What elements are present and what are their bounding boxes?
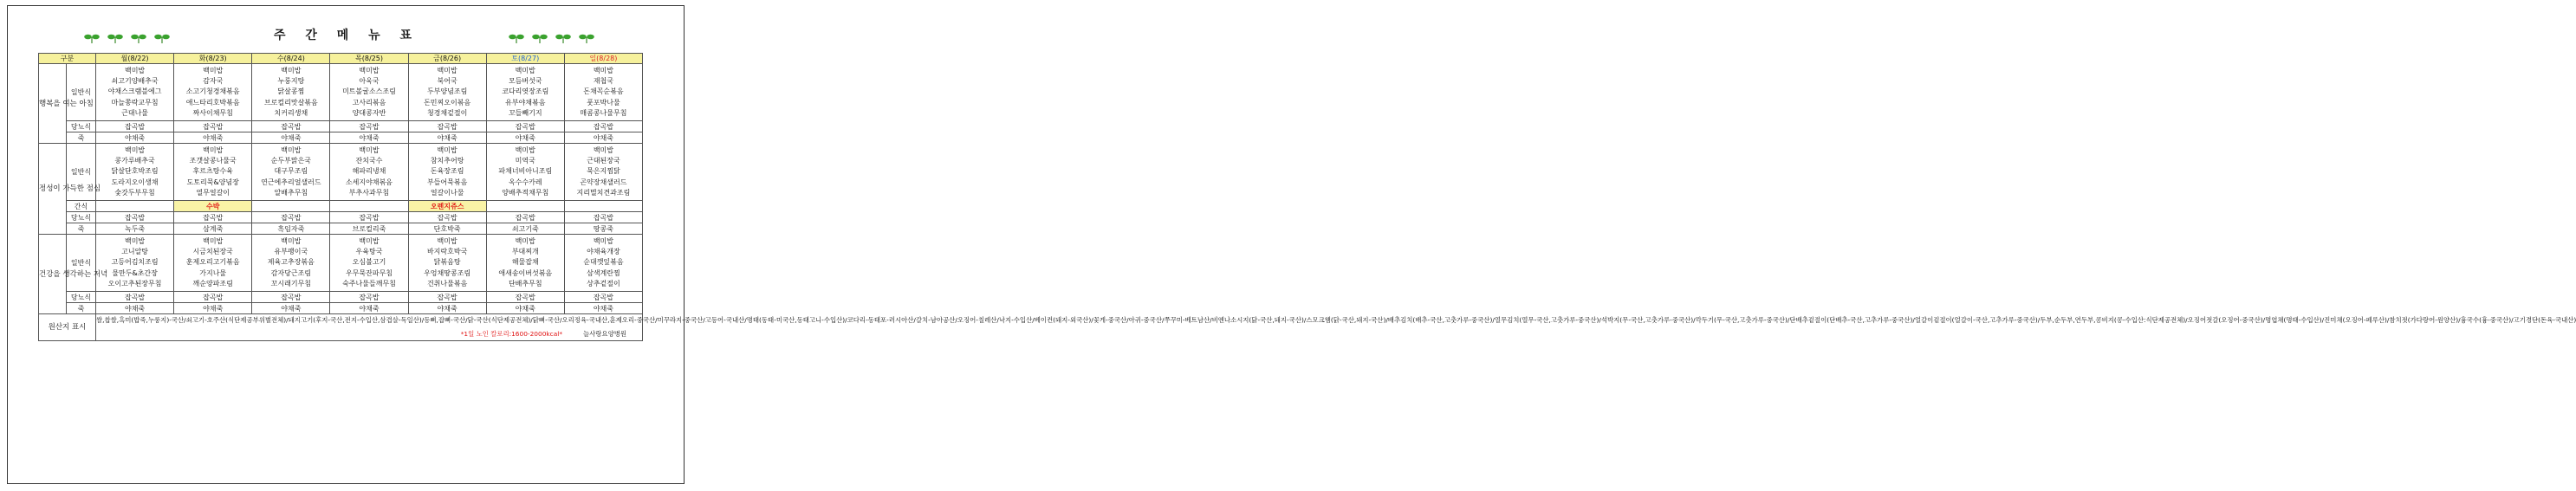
menu-item: 제육고추장볶음 <box>267 258 315 267</box>
lunch-diabetic-cell: 잡곡밥 <box>96 212 174 223</box>
menu-item: 미역국 <box>515 157 535 165</box>
snack-row-label: 간식 <box>67 201 96 212</box>
menu-item: 백미밥 <box>124 146 146 155</box>
menu-item: 백미밥 <box>515 146 535 155</box>
lunch-porridge-cell: 녹두죽 <box>96 223 174 235</box>
breakfast-menu-cell <box>564 64 642 121</box>
menu-item: 돈육장조림 <box>430 167 464 176</box>
breakfast-menu-cell <box>330 64 408 121</box>
menu-item: 도라지오이생채 <box>111 178 159 186</box>
dinner-porridge-cell: 야채죽 <box>564 303 642 314</box>
menu-item: 백미밥 <box>203 67 224 75</box>
lunch-porridge-cell: 삼계죽 <box>174 223 252 235</box>
menu-item: 미트볼굴소스조림 <box>342 87 396 96</box>
menu-item: 백미밥 <box>203 146 224 155</box>
menu-item: 백미밥 <box>593 146 614 155</box>
lunch-menu-cell <box>96 144 174 201</box>
lunch-snack-row <box>39 201 643 212</box>
day-header: 화(8/23) <box>174 54 252 64</box>
menu-item: 백미밥 <box>359 237 380 246</box>
lunch-snack-cell: 수박 <box>174 201 252 212</box>
lunch-general-row <box>39 144 643 201</box>
lunch-diabetic-cell: 잡곡밥 <box>564 212 642 223</box>
lunch-snack-cell: 오렌지쥬스 <box>408 201 486 212</box>
dinner-menu-cell <box>174 235 252 292</box>
menu-item: 순대깻잎볶음 <box>583 258 624 267</box>
menu-item: 감자국 <box>203 77 224 86</box>
breakfast-diabetic-cell: 잡곡밥 <box>96 121 174 132</box>
origin-footer <box>96 328 642 340</box>
day-header: 금(8/26) <box>408 54 486 64</box>
menu-item: 양대콩자반 <box>352 108 386 117</box>
menu-item: 지리멸치견과조림 <box>576 188 631 197</box>
menu-item: 부대찌개 <box>511 248 539 256</box>
day-header: 수(8/24) <box>252 54 330 64</box>
menu-item: 마늘쫑락교무침 <box>111 98 159 107</box>
menu-item: 백미밥 <box>593 237 614 246</box>
dinner-diabetic-cell: 잡곡밥 <box>252 292 330 303</box>
menu-item: 백미밥 <box>359 146 380 155</box>
day-header-sunday: 일(8/28) <box>564 54 642 64</box>
menu-item: 상추겉절이 <box>587 279 620 287</box>
breakfast-porridge-cell: 야채죽 <box>486 132 564 144</box>
menu-item: 가지나물 <box>199 268 227 277</box>
dinner-menu-cell <box>408 235 486 292</box>
menu-item: 열무얼갈이 <box>196 188 230 197</box>
lunch-snack-cell <box>252 201 330 212</box>
menu-item: 애새송이버섯볶음 <box>498 268 553 277</box>
header-label: 구분 <box>39 54 96 64</box>
menu-item: 백미밥 <box>359 67 380 75</box>
dinner-general-row <box>39 235 643 292</box>
diabetic-row-label: 당뇨식 <box>67 292 96 303</box>
menu-item: 짜사이채무침 <box>192 108 233 117</box>
menu-item: 순두부맑은국 <box>270 157 312 165</box>
menu-item: 소세지야채볶음 <box>345 178 393 186</box>
menu-item: 대구무조림 <box>274 167 308 176</box>
day-header: 목(8/25) <box>330 54 408 64</box>
menu-item: 백미밥 <box>281 237 302 246</box>
general-row-label: 일반식 <box>67 235 96 292</box>
breakfast-porridge-cell: 야채죽 <box>96 132 174 144</box>
menu-item: 쇠고기양배추국 <box>111 77 159 86</box>
lunch-menu-cell <box>252 144 330 201</box>
menu-item: 모듬버섯국 <box>508 77 542 86</box>
general-row-label: 일반식 <box>67 64 96 121</box>
menu-item: 돈채꼭순볶음 <box>583 87 624 96</box>
breakfast-porridge-cell: 야채죽 <box>408 132 486 144</box>
menu-item: 백미밥 <box>515 67 535 75</box>
menu-item: 감자당근조림 <box>270 268 312 277</box>
breakfast-diabetic-row <box>39 121 643 132</box>
breakfast-menu-cell <box>408 64 486 121</box>
lunch-diabetic-cell: 잡곡밥 <box>252 212 330 223</box>
dinner-porridge-cell: 야채죽 <box>252 303 330 314</box>
menu-item: 꼬들빼기지 <box>508 108 542 117</box>
header-row <box>39 54 643 64</box>
breakfast-menu-cell <box>486 64 564 121</box>
menu-item: 건취나물볶음 <box>426 279 468 287</box>
menu-item: 닭살단호박조림 <box>111 167 159 176</box>
lunch-meal-name: 정성이 가득한 점심 <box>39 144 67 235</box>
menu-item: 옥수수카레 <box>508 178 542 186</box>
breakfast-menu-cell <box>96 64 174 121</box>
breakfast-diabetic-cell: 잡곡밥 <box>486 121 564 132</box>
menu-item: 두부양념조림 <box>426 87 468 96</box>
lunch-menu-cell <box>408 144 486 201</box>
menu-item: 매콤콩나물무침 <box>580 108 627 117</box>
menu-item: 고니알탕 <box>121 248 149 256</box>
breakfast-diabetic-cell: 잡곡밥 <box>174 121 252 132</box>
dinner-diabetic-cell: 잡곡밥 <box>564 292 642 303</box>
sprout-icon <box>555 33 571 43</box>
menu-item: 풋포박나물 <box>587 98 620 107</box>
lunch-porridge-cell: 땅콩죽 <box>564 223 642 235</box>
menu-item: 백미밥 <box>437 237 457 246</box>
origin-label: 원산지 표시 <box>39 314 96 341</box>
dinner-diabetic-cell: 잡곡밥 <box>330 292 408 303</box>
menu-item: 닭살콩찜 <box>277 87 305 96</box>
dinner-diabetic-cell: 잡곡밥 <box>174 292 252 303</box>
dinner-menu-cell <box>252 235 330 292</box>
menu-item: 백미밥 <box>281 146 302 155</box>
breakfast-porridge-cell: 야채죽 <box>564 132 642 144</box>
menu-item: 깨순양파조림 <box>192 279 233 287</box>
diabetic-row-label: 당뇨식 <box>67 121 96 132</box>
menu-item: 치커리생채 <box>274 108 308 117</box>
weekly-menu-table <box>38 53 2576 341</box>
menu-item: 꼬시래기무침 <box>270 279 312 287</box>
menu-item: 해파리냉채 <box>352 167 386 176</box>
dinner-porridge-cell: 야채죽 <box>486 303 564 314</box>
dinner-menu-cell <box>564 235 642 292</box>
menu-item: 코다리엿장조림 <box>502 87 549 96</box>
general-row-label: 일반식 <box>67 144 96 201</box>
breakfast-general-row <box>39 64 643 121</box>
dinner-porridge-cell: 야채죽 <box>408 303 486 314</box>
menu-item: 백미밥 <box>203 237 224 246</box>
menu-item: 후르츠탕수육 <box>192 167 233 176</box>
lunch-porridge-cell: 흑임자죽 <box>252 223 330 235</box>
menu-item: 근대나물 <box>121 108 149 117</box>
menu-item: 애느타리호박볶음 <box>185 98 240 107</box>
menu-item: 묵은지찜닭 <box>587 167 620 176</box>
menu-item: 우무묵잔파무침 <box>345 268 393 277</box>
day-header-saturday: 토(8/27) <box>486 54 564 64</box>
menu-item: 백미밥 <box>124 237 146 246</box>
menu-item: 고등어김치조림 <box>111 258 159 267</box>
calorie-note: *1일 노인 칼로리:1600-2000kcal* <box>460 330 563 338</box>
menu-item: 오심불고기 <box>352 258 386 267</box>
hospital-name: 늘사랑요양병원 <box>583 330 626 338</box>
sprout-icon <box>532 33 548 43</box>
dinner-porridge-cell: 야채죽 <box>174 303 252 314</box>
menu-item: 단배추무침 <box>508 279 542 287</box>
menu-item: 삼색계란찜 <box>587 268 620 277</box>
lunch-porridge-cell: 단호박죽 <box>408 223 486 235</box>
menu-item: 얼갈이나물 <box>430 188 464 197</box>
sprout-icon <box>579 33 594 43</box>
lunch-diabetic-cell: 잡곡밥 <box>486 212 564 223</box>
breakfast-diabetic-cell: 잡곡밥 <box>564 121 642 132</box>
menu-item: 브로컬리맛살볶음 <box>263 98 318 107</box>
menu-item: 우엉채땅콩조림 <box>424 268 471 277</box>
dinner-porridge-cell: 야채죽 <box>96 303 174 314</box>
menu-item: 양배추적채무침 <box>502 188 549 197</box>
lunch-porridge-row <box>39 223 643 235</box>
menu-item: 우육탕국 <box>355 248 383 256</box>
menu-item: 참치추어탕 <box>430 157 464 165</box>
menu-item: 곤약장채샐러드 <box>580 178 627 186</box>
dinner-porridge-cell: 야채죽 <box>330 303 408 314</box>
menu-item: 도토리묵&양념장 <box>186 178 239 186</box>
menu-item: 누룽지탕 <box>277 77 305 86</box>
breakfast-menu-cell <box>174 64 252 121</box>
dinner-menu-cell <box>96 235 174 292</box>
menu-item: 닭볶음탕 <box>433 258 461 267</box>
menu-item: 돈민찌오이볶음 <box>424 98 471 107</box>
lunch-diabetic-cell: 잡곡밥 <box>174 212 252 223</box>
dinner-diabetic-cell: 잡곡밥 <box>486 292 564 303</box>
dinner-menu-cell <box>486 235 564 292</box>
menu-item: 연근에추리얼샐러드 <box>261 178 321 186</box>
menu-item: 부들어묵볶음 <box>426 178 468 186</box>
lunch-snack-cell <box>330 201 408 212</box>
menu-item: 파채너비아니조림 <box>498 167 553 176</box>
origin-text-cell <box>96 314 2576 341</box>
dinner-meal-name: 건강을 생각하는 저녁 <box>39 235 67 314</box>
menu-item: 시금치된장국 <box>192 248 233 256</box>
breakfast-diabetic-cell: 잡곡밥 <box>408 121 486 132</box>
breakfast-porridge-cell: 야채죽 <box>174 132 252 144</box>
sprout-icon <box>509 33 524 43</box>
menu-item: 백미밥 <box>515 237 535 246</box>
menu-item: 숯갓두부무침 <box>114 188 155 197</box>
lunch-diabetic-row <box>39 212 643 223</box>
lunch-diabetic-cell: 잡곡밥 <box>408 212 486 223</box>
menu-item: 백미밥 <box>593 67 614 75</box>
menu-item: 조갯살콩나물국 <box>189 157 237 165</box>
menu-item: 근대된장국 <box>587 157 620 165</box>
menu-item: 잔치국수 <box>355 157 383 165</box>
breakfast-diabetic-cell: 잡곡밥 <box>252 121 330 132</box>
day-header: 월(8/22) <box>96 54 174 64</box>
menu-item: 숙주나물들깨무침 <box>342 279 396 287</box>
lunch-menu-cell <box>486 144 564 201</box>
lunch-porridge-cell: 브로컬리죽 <box>330 223 408 235</box>
dinner-menu-cell <box>330 235 408 292</box>
menu-item: 부추사과무침 <box>348 188 390 197</box>
breakfast-diabetic-cell: 잡곡밥 <box>330 121 408 132</box>
dinner-diabetic-cell: 잡곡밥 <box>96 292 174 303</box>
menu-item: 소고기청경채볶음 <box>185 87 240 96</box>
menu-item: 청경채겉절이 <box>426 108 468 117</box>
porridge-row-label: 죽 <box>67 223 96 235</box>
dinner-diabetic-cell: 잡곡밥 <box>408 292 486 303</box>
menu-item: 야채스크램블에그 <box>107 87 162 96</box>
menu-item: 콩가루배추국 <box>114 157 155 165</box>
menu-item: 유부야채볶음 <box>505 98 546 107</box>
menu-item: 물만두&초간장 <box>112 268 158 277</box>
menu-item: 백미밥 <box>437 67 457 75</box>
menu-item: 해물잡채 <box>511 258 539 267</box>
dinner-porridge-row <box>39 303 643 314</box>
lunch-snack-cell <box>96 201 174 212</box>
menu-item: 북어국 <box>437 77 457 86</box>
page-title: 주 간 메 뉴 표 <box>273 29 420 42</box>
menu-item: 알배추무침 <box>274 188 308 197</box>
dinner-diabetic-row <box>39 292 643 303</box>
lunch-porridge-cell: 쇠고기죽 <box>486 223 564 235</box>
porridge-row-label: 죽 <box>67 303 96 314</box>
sprout-decoration-right <box>509 33 594 43</box>
diabetic-row-label: 당뇨식 <box>67 212 96 223</box>
breakfast-porridge-cell: 야채죽 <box>330 132 408 144</box>
menu-item: 백미밥 <box>124 67 146 75</box>
menu-item: 아욱국 <box>359 77 380 86</box>
breakfast-menu-cell <box>252 64 330 121</box>
menu-item: 백미밥 <box>281 67 302 75</box>
porridge-row-label: 죽 <box>67 132 96 144</box>
breakfast-porridge-row <box>39 132 643 144</box>
menu-item: 고사리볶음 <box>352 98 386 107</box>
menu-item: 야채육개장 <box>587 248 620 256</box>
menu-item: 오이고추된장무침 <box>107 279 162 287</box>
menu-item: 유부팽이국 <box>274 248 308 256</box>
lunch-menu-cell <box>174 144 252 201</box>
origin-text: 쌀,찹쌀,흑미(밥죽,누룽지)-국산/쇠고기-호주산(식단제공부위별전체)/돼지고기(후지-국산,전지-수입산,삼겹살-독일산)/등뼈,잡뼈-국산/닭-국산(식단제공전체)/닭뼈-국산/오리정육-국내산,훈제오리-중국산/미꾸라지-중국산/고등어-국내산/명태(동태-미국산,동태고니-수입산)/코다리-동태포-러시아산/갈치-남아공산/오징어-칠레산/낙지-수입산/베이컨(돼지-외국산)/꽃게-중국산/아귀-중국산/쭈꾸미-베트남산/비엔나소시지(닭-국산,돼지-국산)/스모크햄(닭-국산,돼지-국산)/배추김치(배추-국산,고춧가루-중국산)/열무김치(열무-국산,고춧가루-중국산)/석박지(무-국산,고춧가루-중국산)/깍두기(무-국산,고춧가루-중국산)/단배추겉절이(단배추-국산,고추가루-중국산)/얼갈이겉절이(얼갈이-국산,고추가루-중국산)/두부,순두부,연두부,콩비지(콩-수입산:식단제공전체)/오징어젓갈(오징어-중국산)/명엽채(명태-수입산)/진미채(오징어-페루산)/참치젓(가다랑어-원양산)/흉국수(흉-중국산)/고기경단(돈육-국내산) <box>96 316 2576 324</box>
menu-item: 백미밥 <box>437 146 457 155</box>
menu-item: 바지락호박국 <box>426 248 468 256</box>
lunch-snack-cell <box>564 201 642 212</box>
origin-row <box>39 314 643 341</box>
menu-item: 재첩국 <box>593 77 614 86</box>
lunch-menu-cell <box>564 144 642 201</box>
lunch-menu-cell <box>330 144 408 201</box>
menu-item: 훈제오리고기볶음 <box>185 258 240 267</box>
breakfast-meal-name: 행복을 여는 아침 <box>39 64 67 144</box>
breakfast-porridge-cell: 야채죽 <box>252 132 330 144</box>
lunch-snack-cell <box>486 201 564 212</box>
lunch-diabetic-cell: 잡곡밥 <box>330 212 408 223</box>
